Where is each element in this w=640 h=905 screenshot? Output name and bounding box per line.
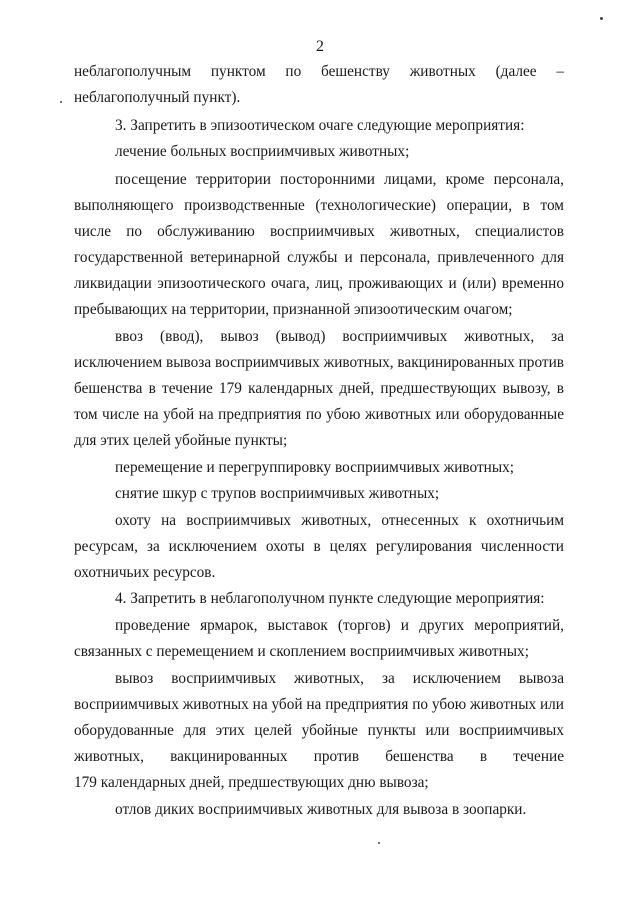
- text-line: 179 календарных дней, предшествующих дню вывоза;: [74, 774, 429, 791]
- text-line: оборудованные для этих целей убойные пункты или восприимчивых: [74, 722, 564, 739]
- scan-speck: [378, 842, 380, 844]
- text-line: проведение ярмарок, выставок (торгов) и других мероприятий,: [115, 617, 564, 634]
- text-line: отлов диких восприимчивых животных для вывоза в зоопарки.: [115, 801, 527, 818]
- text-line: лечение больных восприимчивых животных;: [115, 143, 410, 160]
- text-line: вывоз восприимчивых животных, за исключением вывоза: [115, 670, 564, 687]
- text-line: животных, вакцинированных против бешенства в течение: [74, 748, 564, 765]
- text-line: выполняющего производственные (технологические) операции, в том: [74, 197, 564, 214]
- text-line: государственной ветеринарной службы и персонала, привлеченного для: [74, 249, 564, 266]
- text-line: том числе на убой на предприятия по убою животных или оборудованные: [74, 406, 564, 423]
- text-line: исключением вывоза восприимчивых животных, вакцинированных против: [74, 354, 564, 371]
- scan-speck: [600, 17, 603, 20]
- text-line: 3. Запретить в эпизоотическом очаге следующие мероприятия:: [115, 117, 525, 134]
- text-line: ресурсам, за исключением охоты в целях регулирования численности: [74, 538, 564, 555]
- text-line: числе по обслуживанию восприимчивых животных, специалистов: [74, 223, 564, 240]
- text-line: перемещение и перегруппировку восприимчивых животных;: [115, 459, 515, 476]
- text-line: посещение территории посторонними лицами, кроме персонала,: [115, 171, 564, 188]
- text-line: связанных с перемещением и скоплением восприимчивых животных;: [74, 643, 529, 660]
- text-line: снятие шкур с трупов восприимчивых животных;: [115, 485, 440, 502]
- text-line: бешенства в течение 179 календарных дней, предшествующих вывозу, в: [74, 380, 564, 397]
- page-number: 2: [316, 38, 324, 55]
- text-line: охотничьих ресурсов.: [74, 564, 216, 581]
- text-line: охоту на восприимчивых животных, отнесенных к охотничьим: [115, 512, 564, 529]
- text-line: для этих целей убойные пункты;: [74, 432, 288, 449]
- text-line: ввоз (ввод), вывоз (вывод) восприимчивых животных, за: [115, 328, 564, 345]
- text-line: восприимчивых животных на убой на предприятия по убою животных или: [74, 696, 564, 713]
- text-line: неблагополучным пунктом по бешенству животных (далее –: [74, 63, 564, 80]
- scan-speck: [60, 101, 62, 103]
- text-line: пребывающих на территории, признанной эпизоотическим очагом;: [74, 301, 513, 318]
- text-line: 4. Запретить в неблагополучном пункте следующие мероприятия:: [115, 590, 545, 607]
- text-line: ликвидации эпизоотического очага, лиц, проживающих и (или) временно: [74, 275, 564, 292]
- text-line: неблагополучный пункт).: [74, 89, 241, 106]
